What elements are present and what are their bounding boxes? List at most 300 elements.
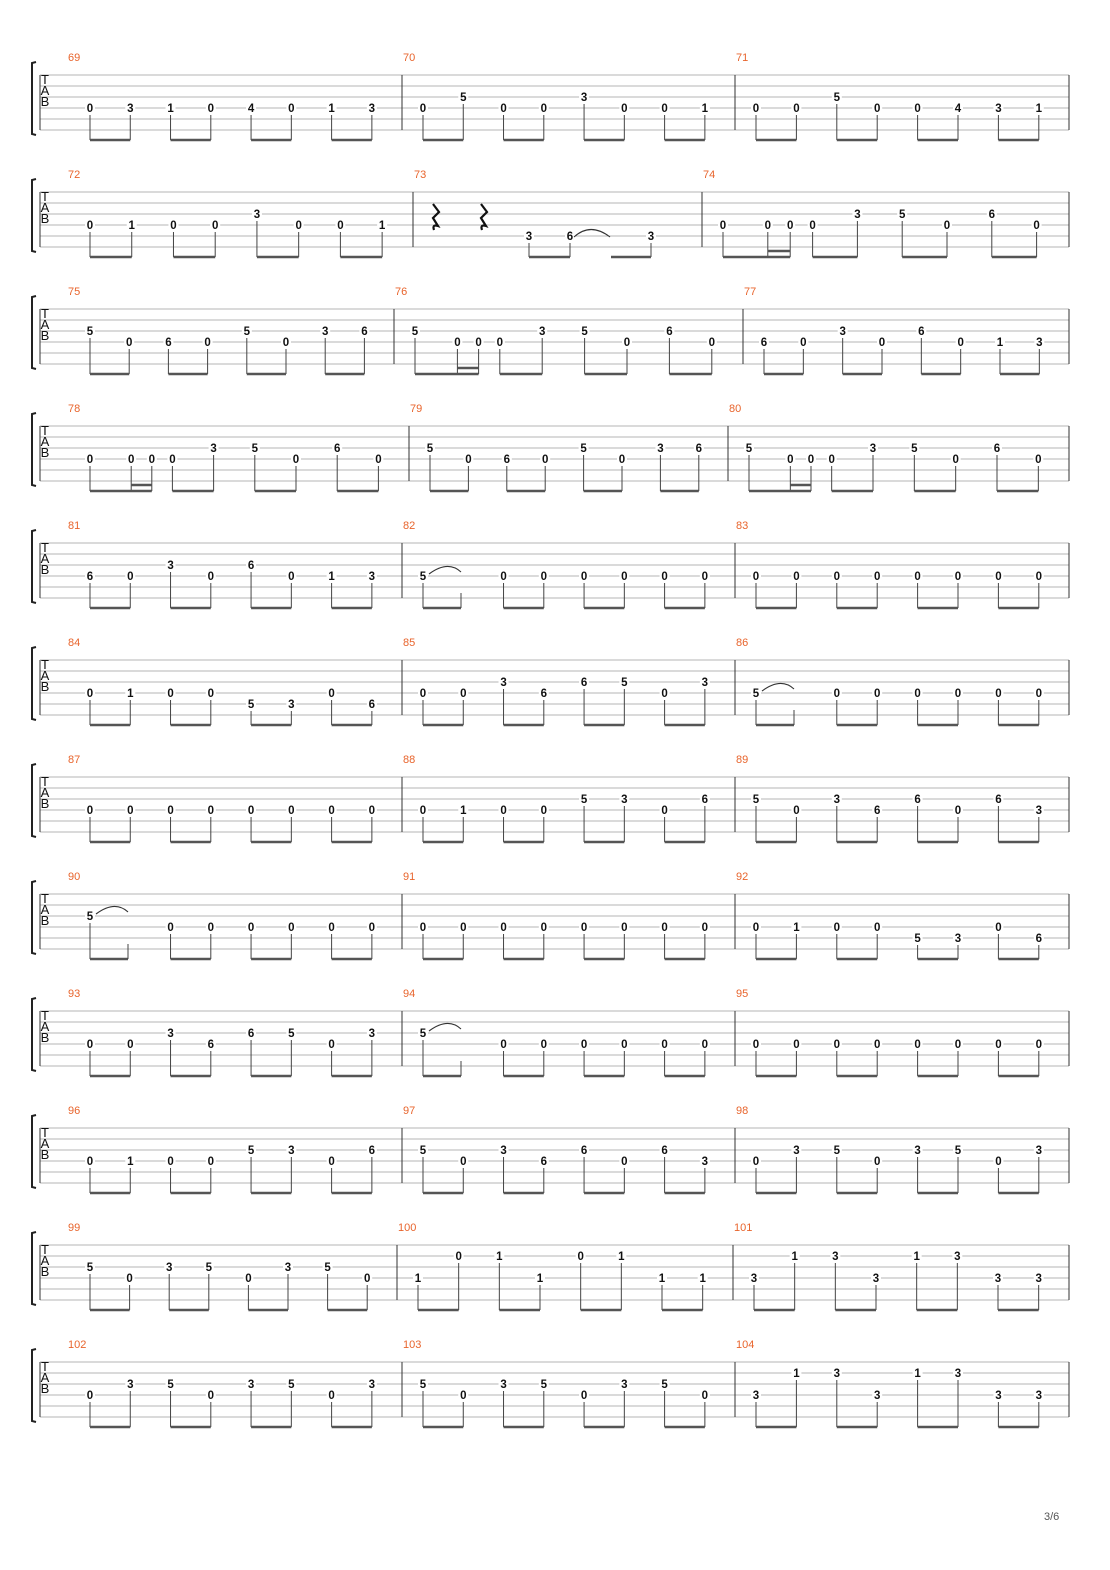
fret-number: 5 <box>745 443 753 455</box>
fret-number: 0 <box>292 454 300 466</box>
fret-number: 0 <box>995 922 1002 934</box>
fret-number: 3 <box>288 699 295 711</box>
fret-number: 5 <box>86 326 94 338</box>
fret-number: 3 <box>995 103 1002 115</box>
fret-number: 0 <box>914 103 921 115</box>
fret-number: 3 <box>165 1262 173 1274</box>
fret-number: 5 <box>419 571 427 583</box>
fret-number: 0 <box>455 1251 462 1263</box>
fret-number: 1 <box>378 220 386 232</box>
fret-number: 5 <box>752 688 760 700</box>
tie-arc <box>429 566 461 574</box>
measure-number: 103 <box>403 1339 422 1351</box>
tab-clef-letter: A <box>40 1370 50 1385</box>
fret-number: 3 <box>500 677 507 689</box>
fret-number: 0 <box>995 1039 1002 1051</box>
fret-number: 6 <box>580 1145 588 1157</box>
fret-number: 3 <box>1035 1273 1042 1285</box>
tab-clef-letter: A <box>40 1136 50 1151</box>
fret-number: 0 <box>460 1156 467 1168</box>
fret-number: 0 <box>793 1039 800 1051</box>
fret-number: 0 <box>86 454 94 466</box>
fret-number: 0 <box>207 103 215 115</box>
fret-number: 0 <box>207 1390 215 1402</box>
measure-number: 92 <box>736 871 749 883</box>
tab-clef-letter: T <box>41 891 49 906</box>
fret-number: 6 <box>873 805 881 817</box>
fret-number: 1 <box>996 337 1004 349</box>
fret-number: 0 <box>328 1039 335 1051</box>
fret-number: 0 <box>787 454 794 466</box>
fret-number: 0 <box>375 454 382 466</box>
fret-number: 0 <box>833 1039 841 1051</box>
fret-number: 0 <box>873 571 881 583</box>
tab-clef-letter: B <box>40 1264 50 1279</box>
fret-number: 0 <box>577 1251 584 1263</box>
measure-number: 89 <box>736 754 749 766</box>
system-brace <box>32 413 36 486</box>
fret-number: 6 <box>368 699 376 711</box>
measure-number: 91 <box>403 871 416 883</box>
fret-number: 3 <box>647 231 655 243</box>
fret-number: 0 <box>540 805 548 817</box>
fret-number: 3 <box>247 1379 255 1391</box>
fret-number: 5 <box>247 1145 255 1157</box>
measure-number: 70 <box>403 52 416 64</box>
fret-number: 6 <box>165 337 172 349</box>
fret-number: 0 <box>460 1390 467 1402</box>
fret-number: 6 <box>361 326 368 338</box>
fret-number: 0 <box>465 454 472 466</box>
fret-number: 6 <box>995 794 1002 806</box>
measure-number: 98 <box>736 1105 749 1117</box>
fret-number: 0 <box>540 571 548 583</box>
fret-number: 0 <box>1035 1039 1043 1051</box>
fret-number: 0 <box>368 922 376 934</box>
measure-number: 87 <box>68 754 81 766</box>
fret-number: 3 <box>621 1379 628 1391</box>
fret-number: 5 <box>580 794 588 806</box>
fret-number: 0 <box>580 571 588 583</box>
fret-number: 0 <box>954 805 962 817</box>
fret-number: 3 <box>621 794 628 806</box>
fret-number: 0 <box>500 571 507 583</box>
fret-number: 0 <box>995 571 1002 583</box>
fret-number: 5 <box>898 209 906 221</box>
measure-number: 73 <box>414 169 427 181</box>
fret-number: 0 <box>419 922 427 934</box>
fret-number: 5 <box>419 1379 427 1391</box>
fret-number: 0 <box>873 103 881 115</box>
fret-number: 3 <box>368 1379 376 1391</box>
fret-number: 1 <box>414 1273 422 1285</box>
fret-number: 0 <box>878 337 886 349</box>
fret-number: 0 <box>701 1390 709 1402</box>
fret-number: 0 <box>328 805 335 817</box>
fret-number: 5 <box>661 1379 668 1391</box>
fret-number: 5 <box>833 92 841 104</box>
fret-number: 6 <box>914 794 921 806</box>
fret-number: 5 <box>86 1262 94 1274</box>
fret-number: 0 <box>295 220 302 232</box>
fret-number: 5 <box>243 326 251 338</box>
tab-clef-letter: A <box>40 317 50 332</box>
fret-number: 1 <box>328 103 335 115</box>
fret-number: 1 <box>658 1273 666 1285</box>
fret-number: 0 <box>809 220 816 232</box>
fret-number: 0 <box>954 571 962 583</box>
fret-number: 0 <box>1035 688 1043 700</box>
fret-number: 0 <box>500 805 507 817</box>
fret-number: 6 <box>666 326 673 338</box>
fret-number: 0 <box>86 805 94 817</box>
fret-number: 5 <box>581 326 588 338</box>
fret-number: 3 <box>750 1273 758 1285</box>
fret-number: 0 <box>807 454 815 466</box>
fret-number: 3 <box>127 1379 134 1391</box>
measure-number: 79 <box>410 403 423 415</box>
fret-number: 0 <box>800 337 807 349</box>
fret-number: 0 <box>719 220 727 232</box>
fret-number: 0 <box>661 805 668 817</box>
tie-arc <box>762 683 794 691</box>
fret-number: 3 <box>994 1273 1002 1285</box>
tab-clef-letter: B <box>40 913 50 928</box>
fret-number: 0 <box>995 688 1002 700</box>
measure-number: 74 <box>703 169 716 181</box>
fret-number: 3 <box>368 571 376 583</box>
tab-clef-letter: T <box>41 1008 49 1023</box>
fret-number: 0 <box>752 922 760 934</box>
fret-number: 0 <box>288 922 295 934</box>
fret-number: 0 <box>127 454 135 466</box>
fret-number: 0 <box>86 688 94 700</box>
fret-number: 3 <box>869 443 877 455</box>
fret-number: 0 <box>828 454 835 466</box>
fret-number: 0 <box>496 337 504 349</box>
fret-number: 3 <box>253 209 261 221</box>
fret-number: 3 <box>657 443 664 455</box>
fret-number: 0 <box>328 688 335 700</box>
fret-number: 3 <box>1035 1145 1043 1157</box>
tie-arc <box>429 1023 461 1031</box>
fret-number: 0 <box>167 1156 174 1168</box>
fret-number: 6 <box>580 677 588 689</box>
fret-number: 0 <box>793 103 800 115</box>
fret-number: 0 <box>207 571 215 583</box>
system-brace <box>32 764 36 837</box>
fret-number: 1 <box>793 922 800 934</box>
fret-number: 0 <box>580 1390 588 1402</box>
measure-number: 77 <box>744 286 757 298</box>
fret-number: 0 <box>282 337 290 349</box>
fret-number: 0 <box>127 805 134 817</box>
fret-number: 3 <box>167 1028 174 1040</box>
measure-number: 83 <box>736 520 749 532</box>
fret-number: 0 <box>167 922 174 934</box>
tab-clef-letter: T <box>41 1125 49 1140</box>
measure-number: 71 <box>736 52 749 64</box>
fret-number: 0 <box>618 454 626 466</box>
fret-number: 4 <box>954 103 962 115</box>
fret-number: 0 <box>957 337 964 349</box>
tab-clef-letter: B <box>40 328 50 343</box>
fret-number: 5 <box>954 1145 962 1157</box>
fret-number: 0 <box>337 220 344 232</box>
fret-number: 5 <box>580 443 587 455</box>
fret-number: 6 <box>540 1156 548 1168</box>
fret-number: 3 <box>839 326 846 338</box>
tab-clef-letter: B <box>40 796 50 811</box>
measure-number: 95 <box>736 988 749 1000</box>
measure-number: 100 <box>398 1222 417 1234</box>
fret-number: 4 <box>247 103 255 115</box>
tab-clef-letter: A <box>40 551 50 566</box>
fret-number: 5 <box>411 326 419 338</box>
fret-number: 1 <box>701 103 709 115</box>
fret-number: 3 <box>321 326 329 338</box>
fret-number: 0 <box>752 1156 760 1168</box>
fret-number: 5 <box>426 443 434 455</box>
tab-clef-letter: B <box>40 1147 50 1162</box>
fret-number: 6 <box>701 794 709 806</box>
fret-number: 0 <box>328 1156 335 1168</box>
tab-clef-letter: T <box>41 657 49 672</box>
fret-number: 1 <box>167 103 174 115</box>
fret-number: 6 <box>368 1145 376 1157</box>
tab-clef-letter: B <box>40 1030 50 1045</box>
fret-number: 3 <box>538 326 546 338</box>
fret-number: 1 <box>496 1251 503 1263</box>
fret-number: 6 <box>247 1028 255 1040</box>
page-number: 3/6 <box>1044 1511 1060 1523</box>
fret-number: 3 <box>995 1390 1002 1402</box>
fret-number: 0 <box>752 1039 760 1051</box>
fret-number: 5 <box>419 1028 427 1040</box>
fret-number: 3 <box>833 794 841 806</box>
fret-number: 3 <box>854 209 861 221</box>
system-brace <box>32 1349 36 1422</box>
fret-number: 0 <box>170 220 177 232</box>
fret-number: 5 <box>288 1028 295 1040</box>
fret-number: 3 <box>914 1145 921 1157</box>
measure-number: 82 <box>403 520 416 532</box>
fret-number: 3 <box>525 231 533 243</box>
fret-number: 0 <box>126 1273 133 1285</box>
fret-number: 0 <box>752 103 760 115</box>
fret-number: 0 <box>207 922 215 934</box>
fret-number: 0 <box>943 220 951 232</box>
fret-number: 1 <box>793 1368 800 1380</box>
fret-number: 0 <box>419 103 427 115</box>
fret-number: 3 <box>500 1145 507 1157</box>
fret-number: 0 <box>995 1156 1002 1168</box>
measure-number: 102 <box>68 1339 87 1351</box>
fret-number: 1 <box>914 1368 921 1380</box>
fret-number: 0 <box>621 103 628 115</box>
fret-number: 1 <box>1035 103 1043 115</box>
fret-number: 6 <box>695 443 703 455</box>
system-brace <box>32 530 36 603</box>
fret-number: 3 <box>833 1368 841 1380</box>
fret-number: 6 <box>86 571 94 583</box>
fret-number: 3 <box>954 1368 962 1380</box>
fret-number: 5 <box>833 1145 841 1157</box>
fret-number: 5 <box>205 1262 213 1274</box>
tab-clef-letter: B <box>40 1381 50 1396</box>
fret-number: 0 <box>661 688 668 700</box>
measure-number: 96 <box>68 1105 81 1117</box>
fret-number: 6 <box>207 1039 215 1051</box>
fret-number: 0 <box>288 103 295 115</box>
fret-number: 1 <box>536 1273 544 1285</box>
fret-number: 0 <box>764 220 772 232</box>
fret-number: 1 <box>791 1251 798 1263</box>
fret-number: 5 <box>911 443 918 455</box>
fret-number: 3 <box>580 92 588 104</box>
fret-number: 0 <box>540 922 548 934</box>
tab-clef-letter: T <box>41 423 49 438</box>
fret-number: 6 <box>918 326 925 338</box>
fret-number: 3 <box>701 677 709 689</box>
fret-number: 0 <box>148 454 156 466</box>
fret-number: 0 <box>167 688 174 700</box>
fret-number: 0 <box>580 1039 588 1051</box>
fret-number: 0 <box>247 805 255 817</box>
fret-number: 6 <box>503 454 511 466</box>
fret-number: 0 <box>460 688 467 700</box>
measure-number: 97 <box>403 1105 416 1117</box>
fret-number: 0 <box>708 337 716 349</box>
measure-number: 84 <box>68 637 81 649</box>
system-brace <box>32 998 36 1071</box>
fret-number: 1 <box>460 805 467 817</box>
fret-number: 6 <box>1035 933 1043 945</box>
fret-number: 0 <box>661 571 668 583</box>
fret-number: 0 <box>661 1039 668 1051</box>
fret-number: 3 <box>167 560 174 572</box>
fret-number: 3 <box>701 1156 709 1168</box>
measure-number: 99 <box>68 1222 81 1234</box>
fret-number: 0 <box>621 571 628 583</box>
fret-number: 3 <box>1035 805 1043 817</box>
fret-number: 0 <box>793 805 800 817</box>
fret-number: 1 <box>699 1273 706 1285</box>
fret-number: 0 <box>127 571 134 583</box>
fret-number: 0 <box>540 103 548 115</box>
quarter-rest <box>433 204 439 230</box>
tab-clef-letter: T <box>41 1359 49 1374</box>
tab-clef-letter: B <box>40 562 50 577</box>
fret-number: 5 <box>324 1262 331 1274</box>
fret-number: 5 <box>247 699 255 711</box>
fret-number: 0 <box>460 922 467 934</box>
fret-number: 0 <box>873 922 881 934</box>
fret-number: 5 <box>167 1379 174 1391</box>
fret-number: 0 <box>328 922 335 934</box>
fret-number: 0 <box>86 1039 94 1051</box>
system-brace <box>32 179 36 252</box>
fret-number: 5 <box>621 677 628 689</box>
fret-number: 0 <box>873 1039 881 1051</box>
tab-clef-letter: T <box>41 540 49 555</box>
fret-number: 0 <box>167 805 174 817</box>
fret-number: 6 <box>661 1145 668 1157</box>
fret-number: 3 <box>284 1262 292 1274</box>
fret-number: 0 <box>211 220 219 232</box>
fret-number: 0 <box>833 688 841 700</box>
fret-number: 0 <box>207 1156 215 1168</box>
fret-number: 0 <box>207 688 215 700</box>
fret-number: 5 <box>914 933 921 945</box>
tab-clef-letter: T <box>41 1242 49 1257</box>
tab-clef-letter: T <box>41 774 49 789</box>
measure-number: 85 <box>403 637 416 649</box>
measure-number: 76 <box>395 286 408 298</box>
tab-clef-letter: A <box>40 902 50 917</box>
fret-number: 6 <box>760 337 768 349</box>
fret-number: 1 <box>328 571 335 583</box>
tab-clef-letter: B <box>40 445 50 460</box>
tab-clef-letter: A <box>40 83 50 98</box>
fret-number: 0 <box>247 922 255 934</box>
tab-clef-letter: T <box>41 306 49 321</box>
fret-number: 6 <box>247 560 255 572</box>
fret-number: 0 <box>245 1273 252 1285</box>
fret-number: 6 <box>566 231 574 243</box>
fret-number: 0 <box>500 922 507 934</box>
measure-number: 86 <box>736 637 749 649</box>
fret-number: 0 <box>328 1390 335 1402</box>
fret-number: 0 <box>127 1039 134 1051</box>
fret-number: 0 <box>621 1039 628 1051</box>
fret-number: 0 <box>169 454 176 466</box>
fret-number: 0 <box>540 1039 548 1051</box>
fret-number: 0 <box>86 1390 94 1402</box>
fret-number: 1 <box>128 220 135 232</box>
fret-number: 0 <box>204 337 211 349</box>
fret-number: 3 <box>873 1390 881 1402</box>
fret-number: 3 <box>500 1379 507 1391</box>
measure-number: 69 <box>68 52 81 64</box>
fret-number: 0 <box>475 337 482 349</box>
measure-number: 94 <box>403 988 416 1000</box>
tab-clef-letter: A <box>40 1019 50 1034</box>
tab-clef-letter: A <box>40 200 50 215</box>
fret-number: 0 <box>125 337 133 349</box>
tab-clef-letter: A <box>40 434 50 449</box>
measure-number: 90 <box>68 871 81 883</box>
fret-number: 0 <box>793 571 800 583</box>
fret-number: 5 <box>251 443 259 455</box>
fret-number: 0 <box>752 571 760 583</box>
fret-number: 0 <box>914 1039 921 1051</box>
quarter-rest <box>481 204 487 230</box>
tab-clef-letter: T <box>41 72 49 87</box>
fret-number: 3 <box>368 103 376 115</box>
fret-number: 3 <box>954 1251 961 1263</box>
tie-arc <box>96 906 128 914</box>
fret-number: 0 <box>786 220 794 232</box>
fret-number: 0 <box>873 688 881 700</box>
fret-number: 0 <box>701 571 709 583</box>
measure-number: 78 <box>68 403 81 415</box>
system-brace <box>32 1115 36 1188</box>
system-brace <box>32 881 36 954</box>
fret-number: 0 <box>454 337 461 349</box>
fret-number: 0 <box>661 103 668 115</box>
tab-clef-letter: B <box>40 679 50 694</box>
